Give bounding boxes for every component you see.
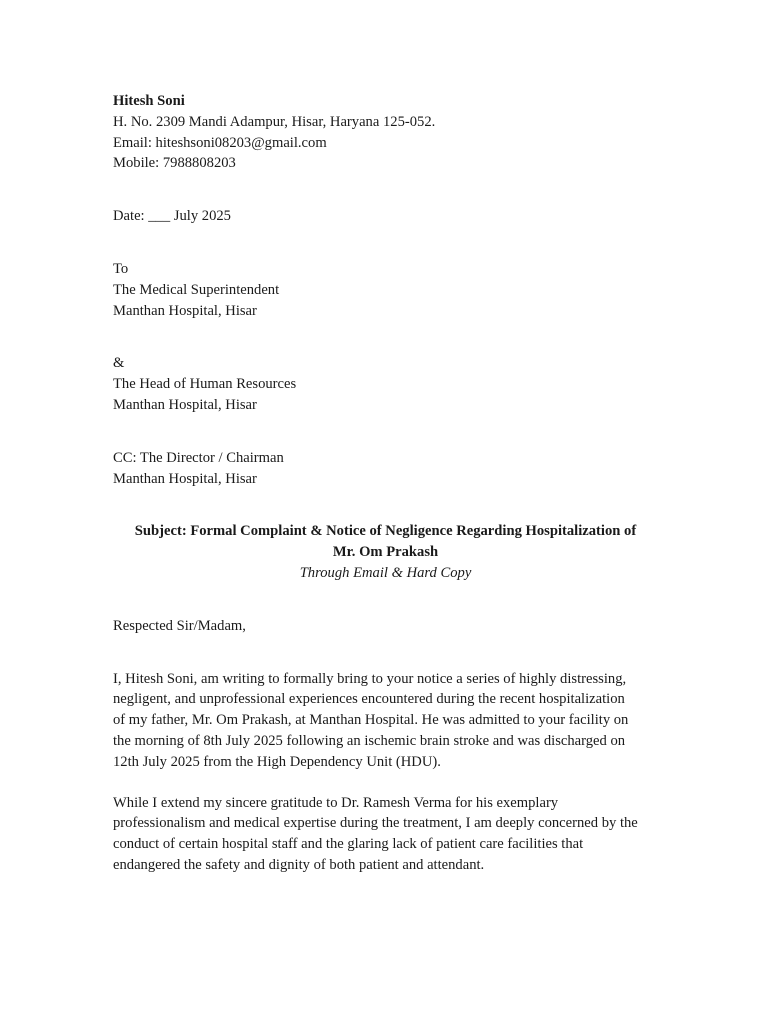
paragraph-line: of my father, Mr. Om Prakash, at Manthan Hospital. He was admitted to your facility on [113, 712, 629, 729]
sender-block [113, 91, 658, 174]
paragraph-line: While I extend my sincere gratitude to Dr. Ramesh Verma for his exemplary [113, 794, 559, 811]
body-paragraph-1 [113, 669, 658, 773]
paragraph-line: conduct of certain hospital staff and the glaring lack of patient care facilities that [113, 836, 584, 853]
subject-delivery: Through Email & Hard Copy [299, 564, 472, 581]
subject-block [113, 521, 658, 583]
paragraph-line: negligent, and unprofessional experiences encountered during the recent hospitalization [113, 691, 625, 708]
recipient-primary-title: The Medical Superintendent [113, 281, 280, 298]
cc-org: Manthan Hospital, Hisar [113, 470, 257, 487]
recipient-primary-org: Manthan Hospital, Hisar [113, 302, 257, 319]
paragraph-line: 12th July 2025 from the High Dependency Unit (HDU). [113, 753, 441, 770]
recipient-secondary-org: Manthan Hospital, Hisar [113, 396, 257, 413]
to-label: To [113, 260, 129, 277]
paragraph-line: endangered the safety and dignity of both patient and attendant. [113, 856, 485, 873]
paragraph-line: the morning of 8th July 2025 following an ischemic brain stroke and was discharged on [113, 732, 626, 749]
sender-mobile: Mobile: 7988808203 [113, 155, 236, 172]
cc-block [113, 448, 658, 490]
paragraph-line: professionalism and medical expertise during the treatment, I am deeply concerned by the [113, 815, 638, 832]
cc-title: CC: The Director / Chairman [113, 449, 284, 466]
sender-email: Email: hiteshsoni08203@gmail.com [113, 134, 327, 151]
sender-address: H. No. 2309 Mandi Adampur, Hisar, Haryana 125-052. [113, 113, 436, 130]
subject-line-1: Subject: Formal Complaint & Notice of Negligence Regarding Hospitalization of [134, 523, 637, 540]
letter-page [113, 91, 658, 876]
and-label: & [113, 355, 125, 372]
recipient-secondary-block [113, 353, 658, 415]
recipient-primary-block [113, 259, 658, 321]
body-paragraph-2 [113, 793, 658, 876]
letter-date: Date: ___ July 2025 [113, 208, 231, 225]
sender-name: Hitesh Soni [113, 93, 185, 109]
recipient-secondary-title: The Head of Human Resources [113, 376, 297, 393]
paragraph-line: I, Hitesh Soni, am writing to formally bring to your notice a series of highly distressing, [113, 670, 627, 687]
salutation [113, 616, 658, 637]
subject-line-2: Mr. Om Prakash [332, 544, 439, 561]
salutation-text: Respected Sir/Madam, [113, 617, 246, 634]
